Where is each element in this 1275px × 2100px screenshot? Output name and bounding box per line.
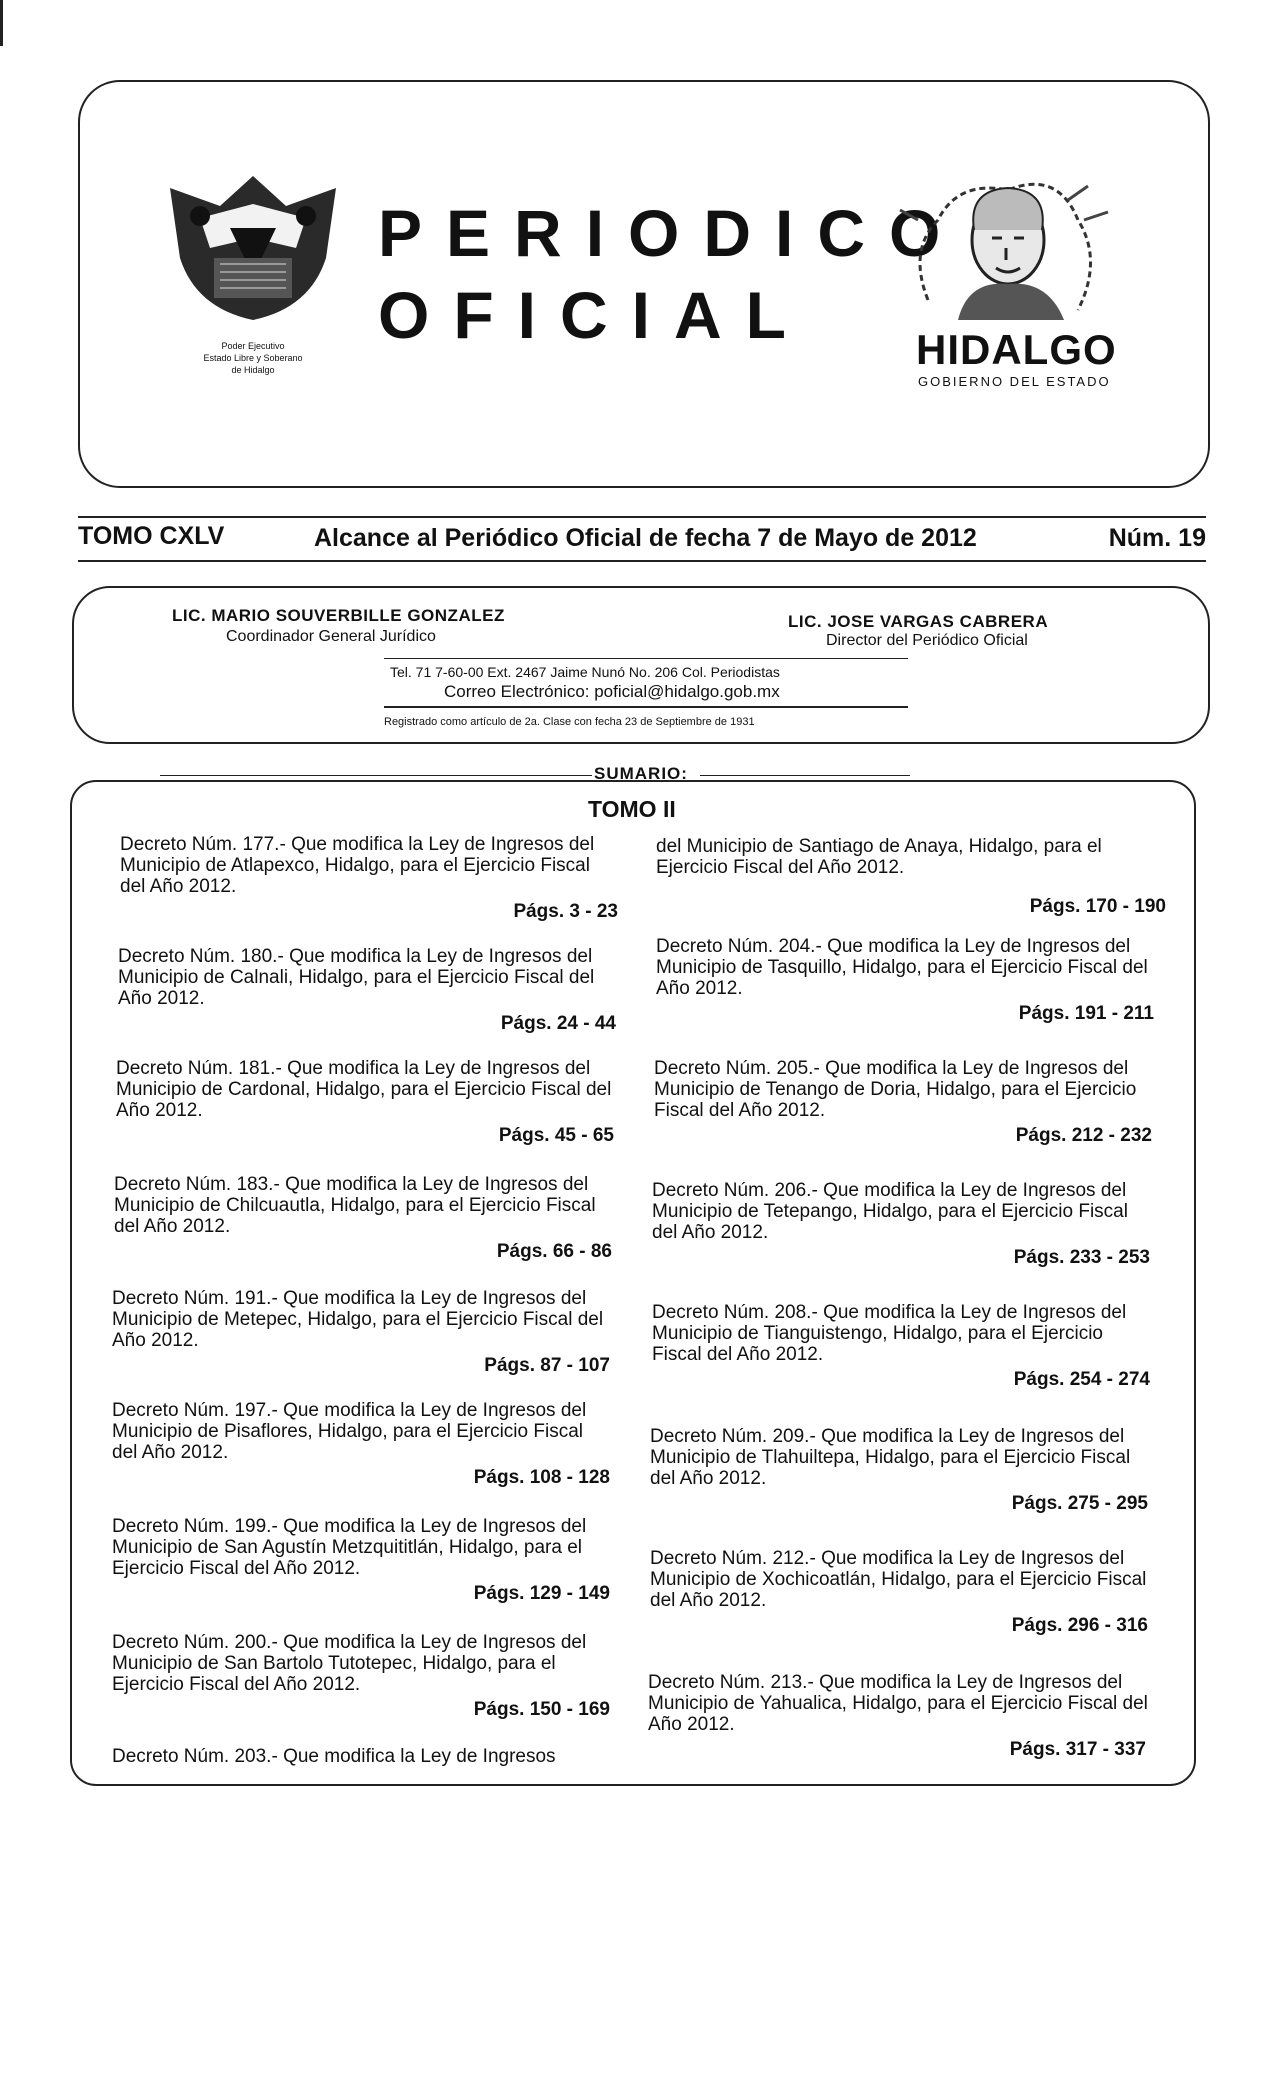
- entry-pages: Págs. 170 - 190: [1029, 896, 1166, 917]
- seal-caption-line: de Hidalgo: [231, 365, 275, 375]
- entry-pages: Págs. 212 - 232: [1015, 1125, 1152, 1146]
- state-seal-icon: [160, 168, 346, 322]
- sumario-left-rule: [160, 775, 592, 776]
- hidalgo-portrait-icon: [888, 160, 1118, 320]
- contact-top-rule: [384, 658, 908, 659]
- entry-pages: Págs. 191 - 211: [1018, 1003, 1154, 1024]
- contact-address: Tel. 71 7-60-00 Ext. 2467 Jaime Nunó No. 206 Col. Periodistas: [390, 664, 780, 680]
- coordinator-title: Coordinador General Jurídico: [226, 628, 436, 645]
- seal-caption-line: Estado Libre y Soberano: [203, 353, 303, 363]
- entry-description: Decreto Núm. 199.- Que modifica la Ley de Ingresos del Municipio de San Agustín Metzquititlán, Hidalgo, para el Ejercicio Fiscal del Año 2012.: [112, 1516, 587, 1579]
- director-name: LIC. JOSE VARGAS CABRERA: [788, 612, 1049, 631]
- sumario-entry: [112, 1746, 612, 1767]
- sumario-heading: SUMARIO:: [594, 764, 688, 783]
- sumario-entry: [652, 1302, 1152, 1390]
- entry-description: Decreto Núm. 212.- Que modifica la Ley de Ingresos del Municipio de Xochicoatlán, Hidalgo, para el Ejercicio Fiscal del Año 2012.: [650, 1548, 1147, 1611]
- entry-description: del Municipio de Santiago de Anaya, Hidalgo, para el Ejercicio Fiscal del Año 2012.: [656, 836, 1102, 878]
- entry-description: Decreto Núm. 206.- Que modifica la Ley de Ingresos del Municipio de Tetepango, Hidalgo, para el Ejercicio Fiscal del Año 2012.: [652, 1180, 1128, 1243]
- entry-description: Decreto Núm. 197.- Que modifica la Ley de Ingresos del Municipio de Pisaflores, Hidalgo, para el Ejercicio Fiscal del Año 2012.: [112, 1400, 587, 1463]
- issue-number: Núm. 19: [1108, 524, 1206, 552]
- issue-infobar: [78, 522, 1206, 558]
- infobar-top-rule: [78, 516, 1206, 518]
- entry-description: Decreto Núm. 200.- Que modifica la Ley de Ingresos del Municipio de San Bartolo Tutotepec, Hidalgo, para el Ejercicio Fiscal del Año 2012.: [112, 1632, 587, 1695]
- entry-pages: Págs. 66 - 86: [496, 1241, 612, 1262]
- entry-description: Decreto Núm. 209.- Que modifica la Ley de Ingresos del Municipio de Tlahuiltepa, Hidalgo, para el Ejercicio Fiscal del Año 2012.: [650, 1426, 1131, 1489]
- coordinator-name: LIC. MARIO SOUVERBILLE GONZALEZ: [172, 606, 505, 625]
- entry-pages: Págs. 150 - 169: [473, 1699, 610, 1720]
- hidalgo-logo-subtitle: GOBIERNO DEL ESTADO: [918, 374, 1111, 389]
- sumario-entry: [650, 1426, 1150, 1514]
- entry-description: Decreto Núm. 183.- Que modifica la Ley de Ingresos del Municipio de Chilcuautla, Hidalgo, para el Ejercicio Fiscal del Año 2012.: [114, 1174, 596, 1237]
- entry-pages: Págs. 108 - 128: [473, 1467, 610, 1488]
- sumario-right-rule: [700, 775, 910, 776]
- sumario-entry: [116, 1058, 616, 1146]
- entry-pages: Págs. 296 - 316: [1011, 1615, 1148, 1636]
- sumario-entry: [648, 1672, 1148, 1760]
- sumario-entry: [112, 1400, 612, 1488]
- entry-pages: Págs. 317 - 337: [1009, 1739, 1146, 1760]
- issue-date-label: Alcance al Periódico Oficial de fecha 7 de Mayo de 2012: [314, 524, 977, 552]
- sumario-entry: [112, 1632, 612, 1720]
- entry-pages: Págs. 87 - 107: [484, 1355, 610, 1376]
- entry-description: Decreto Núm. 181.- Que modifica la Ley de Ingresos del Municipio de Cardonal, Hidalgo, para el Ejercicio Fiscal del Año 2012.: [116, 1058, 612, 1121]
- contact-email: Correo Electrónico: poficial@hidalgo.gob.mx: [444, 682, 780, 701]
- masthead-line-1: PERIODICO: [378, 196, 965, 270]
- director-title: Director del Periódico Oficial: [826, 632, 1028, 649]
- entry-pages: Págs. 275 - 295: [1011, 1493, 1148, 1514]
- seal-caption: [150, 340, 356, 376]
- volume-label: TOMO CXLV: [78, 522, 225, 550]
- entry-description: Decreto Núm. 191.- Que modifica la Ley de Ingresos del Municipio de Metepec, Hidalgo, para el Ejercicio Fiscal del Año 2012.: [112, 1288, 604, 1351]
- entry-description: Decreto Núm. 180.- Que modifica la Ley de Ingresos del Municipio de Calnali, Hidalgo, para el Ejercicio Fiscal del Año 2012.: [118, 946, 595, 1009]
- sumario-entry: [656, 936, 1156, 1024]
- scan-edge-mark: [0, 0, 3, 46]
- tomo-heading: TOMO II: [588, 796, 676, 822]
- entry-pages: Págs. 24 - 44: [500, 1013, 616, 1034]
- entry-description: Decreto Núm. 213.- Que modifica la Ley de Ingresos del Municipio de Yahualica, Hidalgo, para el Ejercicio Fiscal del Año 2012.: [648, 1672, 1148, 1735]
- sumario-entry: [118, 946, 618, 1034]
- entry-pages: Págs. 233 - 253: [1013, 1247, 1150, 1268]
- sumario-entry: [112, 1288, 612, 1376]
- entry-pages: Págs. 254 - 274: [1013, 1369, 1150, 1390]
- entry-pages: Págs. 3 - 23: [513, 901, 618, 922]
- registration-note: Registrado como artículo de 2a. Clase con fecha 23 de Septiembre de 1931: [384, 716, 755, 728]
- sumario-entry: [650, 1548, 1150, 1636]
- hidalgo-logo-wordmark: HIDALGO: [916, 326, 1117, 373]
- entry-pages: Págs. 129 - 149: [473, 1583, 610, 1604]
- entry-description: Decreto Núm. 204.- Que modifica la Ley de Ingresos del Municipio de Tasquillo, Hidalgo, para el Ejercicio Fiscal del Año 2012.: [656, 936, 1148, 999]
- entry-description: Decreto Núm. 205.- Que modifica la Ley de Ingresos del Municipio de Tenango de Doria, Hidalgo, para el Ejercicio Fiscal del Año 2012.: [654, 1058, 1137, 1121]
- sumario-entry: [120, 834, 620, 922]
- entry-description: Decreto Núm. 177.- Que modifica la Ley de Ingresos del Municipio de Atlapexco, Hidalgo, para el Ejercicio Fiscal del Año 2012.: [120, 834, 595, 897]
- masthead-line-2: OFICIAL: [378, 278, 810, 352]
- infobar-bottom-rule: [78, 560, 1206, 562]
- sumario-entry: [112, 1516, 612, 1604]
- seal-caption-line: Poder Ejecutivo: [221, 341, 285, 351]
- entry-pages: Págs. 45 - 65: [498, 1125, 614, 1146]
- masthead-title: [378, 192, 964, 356]
- sumario-entry: [656, 836, 1168, 917]
- entry-description: Decreto Núm. 208.- Que modifica la Ley de Ingresos del Municipio de Tianguistengo, Hidalgo, para el Ejercicio Fiscal del Año 2012.: [652, 1302, 1127, 1365]
- sumario-entry: [114, 1174, 614, 1262]
- entry-description: Decreto Núm. 203.- Que modifica la Ley de Ingresos: [112, 1746, 556, 1767]
- sumario-entry: [652, 1180, 1152, 1268]
- contact-bottom-rule: [384, 706, 908, 708]
- sumario-entry: [654, 1058, 1154, 1146]
